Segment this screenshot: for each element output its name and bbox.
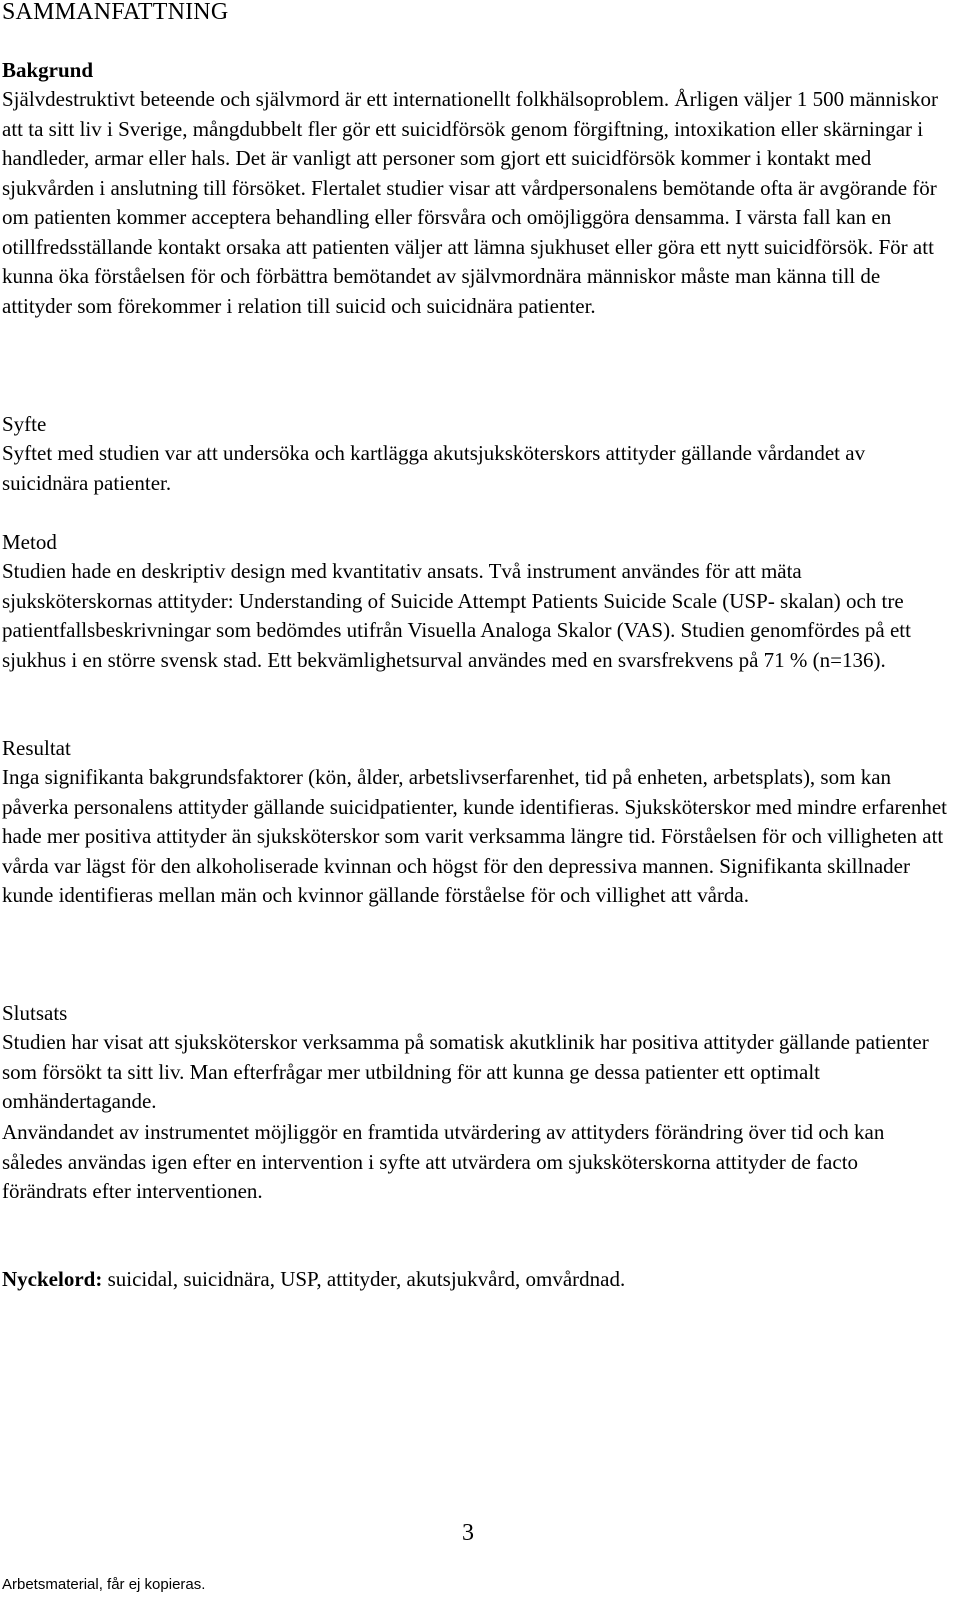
section-heading-slutsats: Slutsats [2,1001,68,1025]
section-body-syfte: Syftet med studien var att undersöka och kartlägga akutsjuksköterskors attityder gällande vårdandet av suicidnära patienter. [2,441,866,495]
section-body-bakgrund: Självdestruktivt beteende och självmord är ett internationellt folkhälsoproblem. Årligen väljer 1 500 människor att ta sitt liv i Sverige, mångdubbelt fler gör ett suicidförsök genom förgiftning, intoxikation eller skärningar i handleder, armar eller hals. Det är vanligt att personer som gjort ett suicidförsök kommer i kontakt med sjukvården i anslutning till försöket. Flertalet studier visar att vårdpersonalens bemötande ofta är avgörande för om patienten kommer acceptera behandling eller försvåra och omöjliggöra densamma. I värsta fall kan en otillfredsställande kontakt orsaka att patienten väljer att lämna sjukhuset eller göra ett nytt suicidförsök. För att kunna öka förståelsen för och förbättra bemötandet av självmordnära människor måste man känna till de attityder som förekommer i relation till suicid och suicidnära patienter. [2,87,939,318]
keywords-label: Nyckelord: [2,1267,103,1291]
footer-note: Arbetsmaterial, får ej kopieras. [2,1576,206,1593]
section-body-metod: Studien hade en deskriptiv design med kvantitativ ansats. Två instrument användes för att mäta sjuksköterskornas attityder: Understanding of Suicide Attempt Patients Suicide Scale (USP- skalan) och tre patientfallsbeskrivningar som bedömdes utifrån Visuella Analoga Skalor (VAS). Studien genomfördes på ett sjukhus i en större svensk stad. Ett bekvämlighetsurval användes med en svarsfrekvens på 71 % (n=136). [2,559,911,672]
keywords-line [2,1264,947,1294]
section-body-slutsats-1: Studien har visat att sjuksköterskor verksamma på somatisk akutklinik har positiva attityder gällande patienter som försökt ta sitt liv. Man efterfrågar mer utbildning för att kunna ge dessa patienter ett optimalt omhändertagande. [2,1030,929,1113]
section-heading-metod: Metod [2,530,57,554]
section-heading-syfte: Syfte [2,412,47,436]
section-heading-resultat: Resultat [2,736,71,760]
section-heading-bakgrund: Bakgrund [2,58,94,82]
section-body-resultat: Inga signifikanta bakgrundsfaktorer (kön, ålder, arbetslivserfarenhet, tid på enheten, arbetsplats), som kan påverka personalens attityder gällande suicidpatienter, kunde identifieras. Sjuksköterskor med mindre erfarenhet hade mer positiva attityder än sjuksköterskor som varit verksamma längre tid. Förståelsen för och villigheten att vårda var lägst för den alkoholiserade kvinnan och högst för den depressiva mannen. Signifikanta skillnader kunde identifieras mellan män och kvinnor gällande förståelse för och villighet att vårda. [2,765,947,907]
document-title: SAMMANFATTNING [2,0,229,25]
page-number: 3 [462,1520,474,1546]
keywords-values: suicidal, suicidnära, USP, attityder, akutsjukvård, omvårdnad. [102,1267,626,1291]
section-body-slutsats-2: Användandet av instrumentet möjliggör en framtida utvärdering av attityders förändring över tid och kan således användas igen efter en intervention i syfte att utvärdera om sjuksköterskorna attityder de facto förändrats efter interventionen. [2,1120,885,1203]
